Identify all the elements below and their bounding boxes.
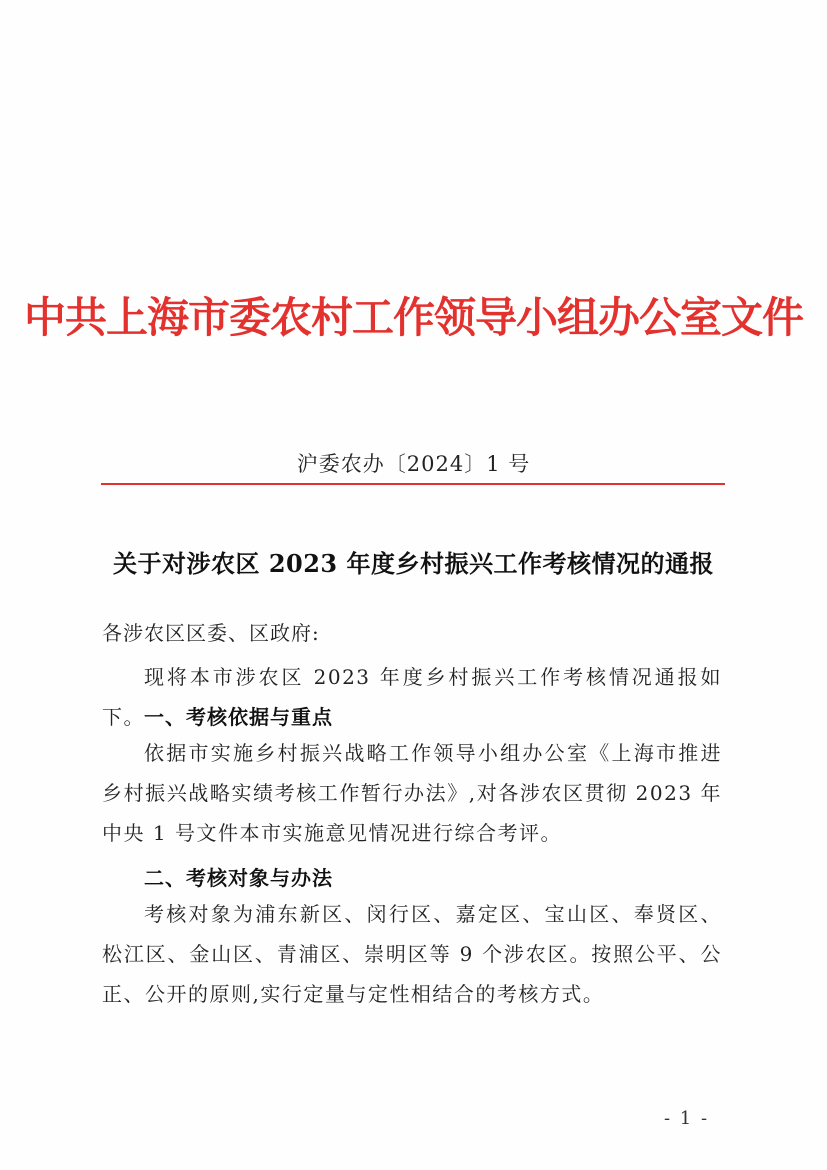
page-number: - 1 -	[664, 1108, 710, 1129]
section-heading-1: 一、考核依据与重点	[144, 705, 333, 729]
document-number: 沪委农办〔2024〕1 号	[296, 452, 531, 476]
section-paragraph-2: 考核对象为浦东新区、闵行区、嘉定区、宝山区、奉贤区、松江区、金山区、青浦区、崇明区等 9 个涉农区。按照公平、公正、公开的原则,实行定量与定性相结合的考核方式。	[102, 902, 722, 1006]
document-masthead: 中共上海市委农村工作领导小组办公室文件	[23, 293, 803, 342]
document-title: 关于对涉农区 2023 年度乡村振兴工作考核情况的通报	[112, 549, 714, 578]
red-divider-line	[101, 483, 725, 485]
intro-paragraph: 现将本市涉农区 2023 年度乡村振兴工作考核情况通报如下。	[102, 665, 722, 729]
section-paragraph-1: 依据市实施乡村振兴战略工作领导小组办公室《上海市推进乡村振兴战略实绩考核工作暂行办法》,对各涉农区贯彻 2023 年中央 1 号文件本市实施意见情况进行综合考评。	[102, 741, 722, 845]
salutation: 各涉农区区委、区政府:	[102, 621, 320, 645]
section-heading-2: 二、考核对象与办法	[144, 866, 333, 890]
